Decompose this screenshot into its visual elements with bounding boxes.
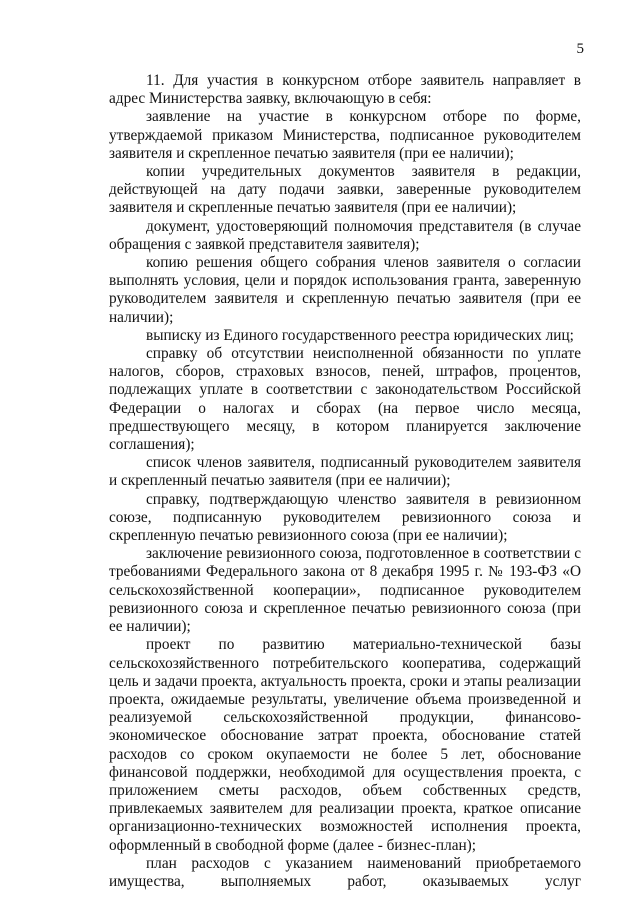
paragraph-representative-document: документ, удостоверяющий полномочия представителя (в случае обращения с заявкой представителя заявителя); [109, 217, 581, 253]
paragraph-business-plan: проект по развитию материально-технической базы сельскохозяйственного потребительского кооператива, содержащий цель и задачи проекта, актуальность проекта, сроки и этапы реализации проекта, ожидаемые результаты, увеличение объема произведенной и реализуемой сельскохозяйственной продукции, финансово-экономическое обоснование затрат проекта, обоснование статей расходов со сроком окупаемости не более 5 лет, обоснование финансовой поддержки, необходимой для осуществления проекта, с приложением сметы расходов, объем собственных средств, привлекаемых заявителем для реализации проекта, краткое описание организационно-технических возможностей исполнения проекта, оформленный в свободной форме (далее - бизнес-план); [109, 636, 581, 854]
paragraph-tax-certificate: справку об отсутствии неисполненной обязанности по уплате налогов, сборов, страховых взносов, пеней, штрафов, процентов, подлежащих уплате в соответствии с законодательством Российской Федерации о налогах и сборах (на первое число месяца, предшествующего месяцу, в котором планируется заключение соглашения); [109, 345, 581, 454]
paragraph-audit-union-membership: справку, подтверждающую членство заявителя в ревизионном союзе, подписанную руководителем ревизионного союза и скрепленную печатью ревизионного союза (при ее наличии); [109, 490, 581, 545]
paragraph-expense-plan: план расходов с указанием наименований приобретаемого имущества, выполняемых работ, оказываемых услуг [109, 854, 581, 890]
paragraph-founding-documents: копии учредительных документов заявителя в редакции, действующей на дату подачи заявки, заверенные руководителем заявителя и скрепленные печатью заявителя (при ее наличии); [109, 163, 581, 217]
page-number: 5 [576, 41, 584, 57]
paragraph-general-meeting-decision: копию решения общего собрания членов заявителя о согласии выполнять условия, цели и порядок использования гранта, заверенную руководителем заявителя и скрепленную печатью заявителя (при ее наличии); [109, 254, 581, 326]
paragraph-intro: 11. Для участия в конкурсном отборе заявитель направляет в адрес Министерства заявку, включающую в себя: [109, 72, 581, 108]
paragraph-application: заявление на участие в конкурсном отборе по форме, утверждаемой приказом Министерства, подписанное руководителем заявителя и скрепленное печатью заявителя (при ее наличии); [109, 108, 581, 162]
document-body [109, 72, 581, 891]
paragraph-registry-extract: выписку из Единого государственного реестра юридических лиц; [146, 326, 574, 344]
paragraph-members-list: список членов заявителя, подписанный руководителем заявителя и скрепленный печатью заявителя (при ее наличии); [109, 454, 581, 490]
paragraph-audit-union-conclusion: заключение ревизионного союза, подготовленное в соответствии с требованиями Федерального закона от 8 декабря 1995 г. № 193-ФЗ «О сельскохозяйственной кооперации», подписанное руководителем ревизионного союза и скрепленное печатью ревизионного союза (при ее наличии); [109, 545, 581, 636]
